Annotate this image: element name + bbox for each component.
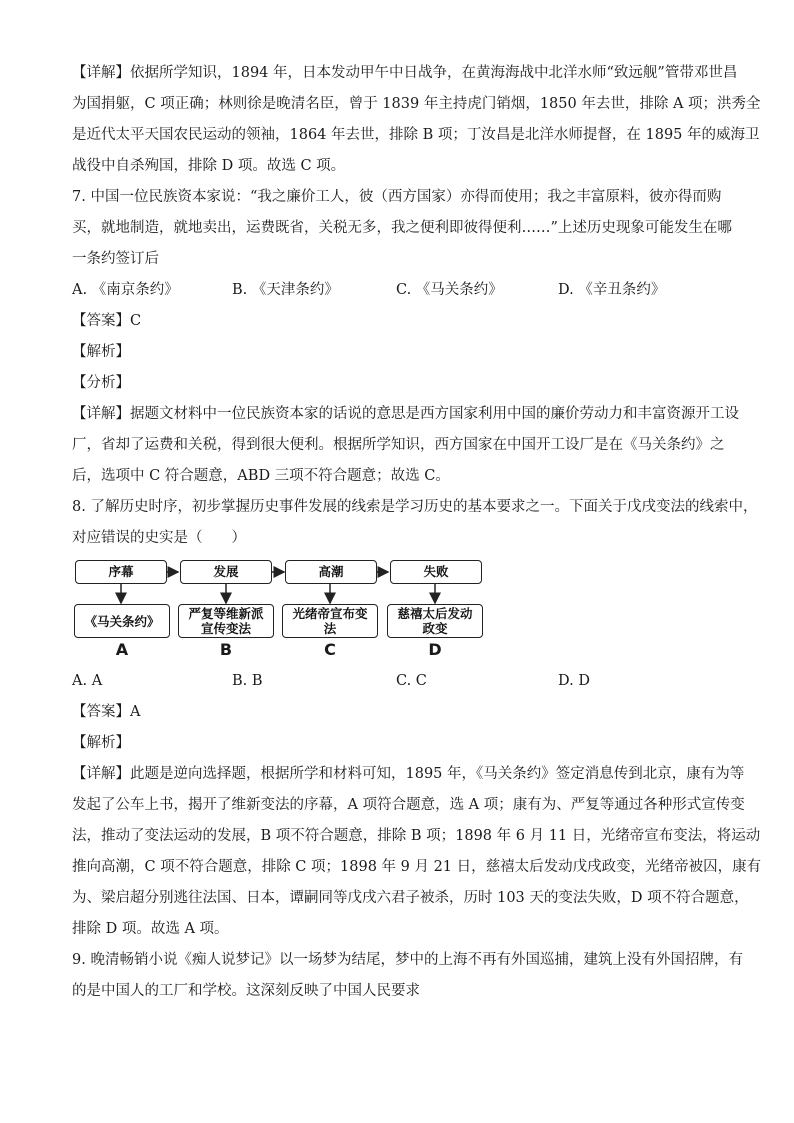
detail-line: 排除 D 项。故选 A 项。 [72,921,229,937]
q8-options [72,666,732,697]
label-d: D [428,640,442,659]
label-c: C [324,640,336,659]
option-d: D. 《辛丑条约》 [558,282,666,298]
option-c: C. C [396,673,427,689]
detail-line: 为、梁启超分别逃往法国、日本，谭嗣同等戊戌六君子被杀，历时 103 天的变法失败，D 项不符合题意， [72,890,749,906]
analysis-heading: 【解析】 [72,735,130,751]
event-box-c: 光绪帝宣布变法 [282,604,378,638]
analysis-heading: 【解析】 [72,344,130,360]
q7-options [72,275,732,306]
fenxi-heading: 【分析】 [72,375,130,391]
answer-line: 【答案】A [72,704,141,720]
question-stem: 8. 了解历史时序，初步掌握历史事件发展的线索是学习历史的基本要求之一。下面关于戊戌变法的线索中， [72,499,758,515]
question-7 [72,182,739,492]
question-stem: 9. 晚清畅销小说《痴人说梦记》以一场梦为结尾，梦中的上海不再有外国巡捕，建筑上没有外国招牌，有 [72,952,743,968]
text-line: 是近代太平天国农民运动的领袖，1864 年去世，排除 B 项；丁汝昌是北洋水师提督，在 1895 年的威海卫 [72,127,760,143]
text-line: 【详解】依据所学知识，1894 年，日本发动甲午中日战争，在黄海海战中北洋水师“致远舰”管带邓世昌 [72,65,738,81]
detail-line: 【详解】此题是逆向选择题，根据所学和材料可知，1895 年，《马关条约》签定消息传到北京，康有为等 [72,766,745,782]
question-stem: 的是中国人的工厂和学校。这深刻反映了中国人民要求 [72,983,420,999]
option-b: B. B [232,673,263,689]
option-b: B. 《天津条约》 [232,282,339,298]
event-box-a: 《马关条约》 [74,604,170,638]
q6-detail [72,58,761,182]
question-stem: 一条约签订后 [72,251,159,267]
text-line: 为国捐躯，C 项正确；林则徐是晚清名臣，曾于 1839 年主持虎门销烟，1850 年去世，排除 A 项；洪秀全 [72,96,761,112]
stage-development: 发展 [180,560,272,584]
detail-line: 厂，省却了运费和关税，得到很大便利。根据所学知识，西方国家在中国开工设厂是在《马关条约》之 [72,437,725,453]
question-8 [72,492,762,945]
text-line: 战役中自杀殉国，排除 D 项。故选 C 项。 [72,158,346,174]
document-page [72,58,762,1007]
detail-line: 法，推动了变法运动的发展，B 项不符合题意，排除 B 项；1898 年 6 月 11 日，光绪帝宣布变法，将运动 [72,828,761,844]
reform-timeline-diagram [74,560,494,662]
stage-prelude: 序幕 [75,560,167,584]
answer-line: 【答案】C [72,313,142,329]
question-9 [72,945,743,1007]
detail-line: 【详解】据题文材料中一位民族资本家的话说的意思是西方国家利用中国的廉价劳动力和丰富资源开工设 [72,406,739,422]
event-box-b: 严复等维新派宣传变法 [178,604,274,638]
option-d: D. D [558,673,590,689]
question-stem: 7. 中国一位民族资本家说：“我之廉价工人，彼（西方国家）亦得而使用；我之丰富原料，彼亦得而购 [72,189,722,205]
question-stem: 买，就地制造，就地卖出，运费既省，关税无多，我之便利即彼得便利……”上述历史现象可能发生在哪 [72,220,732,236]
label-b: B [219,640,233,659]
detail-line: 后，选项中 C 符合题意，ABD 三项不符合题意；故选 C。 [72,468,450,484]
option-a: A. 《南京条约》 [72,282,179,298]
detail-line: 发起了公车上书，揭开了维新变法的序幕，A 项符合题意，选 A 项；康有为、严复等通过各种形式宣传变 [72,797,745,813]
label-a: A [115,640,129,659]
stage-failure: 失败 [390,560,482,584]
question-stem: 对应错误的史实是（ ） [72,530,246,546]
event-box-d: 慈禧太后发动政变 [387,604,483,638]
option-c: C. 《马关条约》 [396,282,503,298]
detail-line: 推向高潮，C 项不符合题意，排除 C 项；1898 年 9 月 21 日，慈禧太后发动戊戌政变，光绪帝被囚，康有 [72,859,762,875]
option-a: A. A [72,673,103,689]
stage-climax: 高潮 [285,560,377,584]
